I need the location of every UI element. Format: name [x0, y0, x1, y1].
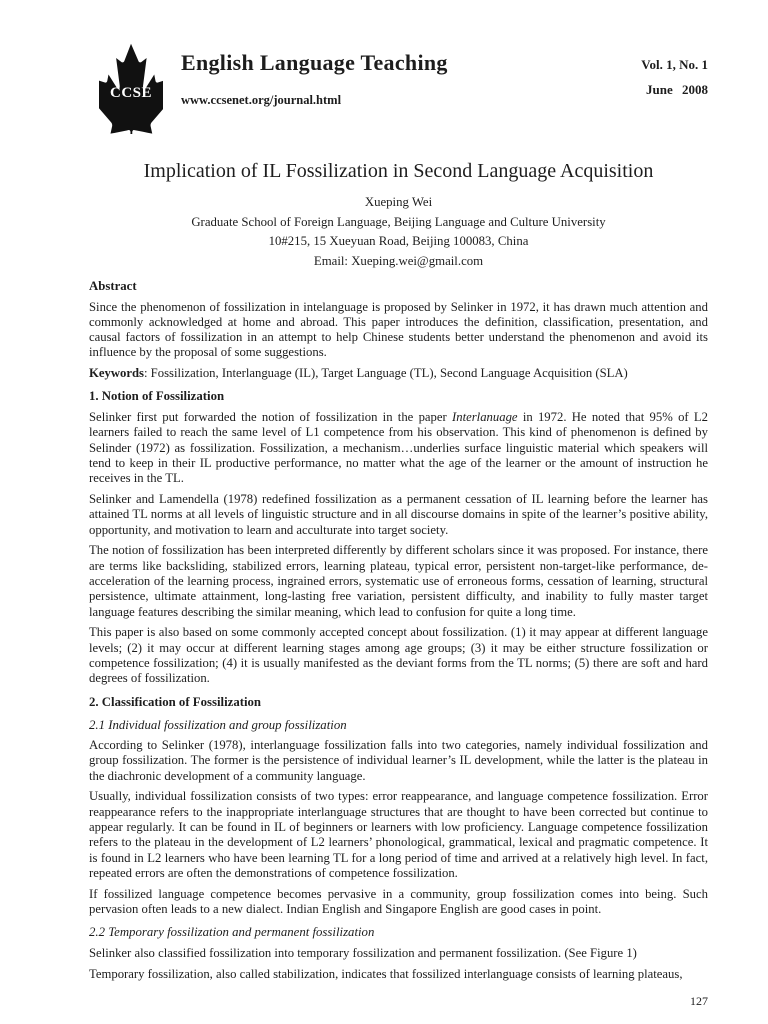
paragraph: Temporary fossilization, also called stabilization, indicates that fossilized interlanguage consists of learning plateaus,	[89, 966, 683, 981]
abstract-section	[89, 278, 708, 381]
section-1-heading: 1. Notion of Fossilization	[89, 389, 225, 404]
paragraph: According to Selinker (1978), interlanguage fossilization falls into two categories, namely individual fossilization and group fossilization. The former is the persistence of individual learner’s IL development, while the latter is the plateau in the diachronic development of a community language.	[89, 738, 708, 783]
author-block	[89, 193, 708, 271]
article-body	[89, 278, 708, 982]
article-title: Implication of IL Fossilization in Second Language Acquisition	[143, 160, 654, 182]
issue-block	[641, 42, 708, 102]
author-affiliation: Graduate School of Foreign Language, Beijing Language and Culture University	[191, 214, 606, 229]
page-number: 127	[690, 993, 708, 1008]
journal-name: English Language Teaching	[181, 50, 448, 75]
paragraph: The notion of fossilization has been interpreted differently by different scholars since it was proposed. For instance, there are terms like backsliding, stabilized errors, learning plateau, typical error, persistent non-target-like performance, de-acceleration of the learning process, ingrained errors, systematic use of erroneous forms, cessation of learning, structural persistence, ultimate attainment, long-lasting free variation, persistent difficulty, and inability to fully master target language features describing the similar meaning, which lead to confusion for quite a long time.	[89, 543, 708, 619]
author-name: Xueping Wei	[364, 195, 433, 209]
journal-title-block	[181, 42, 641, 108]
paragraph-text: in 1972. He noted that 95% of L2 learners failed to reach the same level of L1 competence from his observation. This kind of phenomenon is defined by Selinder (1972) as fossilization. Fossilization, a mechanism…underlies surface linguistic material which speakers will tend to keep in their IL productive performance, no matter what the age of the learner or the amount of instruction he receives in the TL.	[89, 409, 709, 486]
section-2-classification	[89, 694, 708, 982]
paragraph	[89, 410, 708, 486]
paragraph: Usually, individual fossilization consists of two types: error reappearance, and language competence fossilization. Error reappearance refers to the inappropriate interlanguage structures that are thought to have been corrected but continue to appear regularly. It can be found in IL of beginners or learners with low proficiency. Language competence fossilization refers to the plateau in the development of L2 learners’ phonological, grammatical, lexical and pragmatic competence. It is found in L2 learners who have been learning TL for a long period of time and arrived at a relatively high level. In fact, repeated errors are often the demonstrations of competence fossilization.	[89, 789, 708, 880]
author-address: 10#215, 15 Xueyuan Road, Beijing 100083, China	[268, 234, 529, 248]
paragraph: If fossilized language competence becomes pervasive in a community, group fossilization comes into being. Such pervasion often leads to a new dialect. Indian English and Singapore English are good cases in point.	[89, 886, 708, 916]
journal-url: www.ccsenet.org/journal.html	[181, 93, 342, 107]
journal-header	[89, 42, 708, 134]
paragraph: Selinker and Lamendella (1978) redefined fossilization as a permanent cessation of IL learning before the learner has attained TL norms at all levels of linguistic structure and in all discourse domains in spite of the learner’s positive ability, opportunity, and motivation to learn and acculturate into target society.	[89, 491, 708, 537]
ccse-logo-text: CCSE	[109, 85, 153, 102]
journal-date: June 2008	[646, 82, 708, 97]
ccse-logo	[99, 42, 163, 134]
keywords-line	[89, 366, 708, 381]
author-email: Email: Xueping.wei@gmail.com	[313, 253, 484, 268]
keywords-list: : Fossilization, Interlanguage (IL), Target Language (TL), Second Language Acquisition (SLA)	[143, 366, 628, 381]
subsection-2-1-heading: 2.1 Individual fossilization and group fossilization	[89, 717, 347, 732]
abstract-heading: Abstract	[89, 279, 137, 293]
paragraph: Selinker also classified fossilization into temporary fossilization and permanent fossilization. (See Figure 1)	[89, 945, 637, 960]
paragraph: This paper is also based on some commonly accepted concept about fossilization. (1) it may appear at different language levels; (2) it may occur at different learning stages among age groups; (3) it may be either structure fossilization or competence fossilization; (4) it is usually manifested as the deviant forms from the TL norms; (5) there are soft and hard degrees of fossilization.	[89, 625, 708, 686]
keywords-label: Keywords	[89, 366, 144, 381]
section-1-notion	[89, 388, 708, 686]
subsection-2-2-heading: 2.2 Temporary fossilization and permanent fossilization	[89, 925, 375, 940]
section-2-heading: 2. Classification of Fossilization	[89, 694, 262, 709]
italic-term: Interlanuage	[452, 409, 518, 424]
paragraph-text: Selinker first put forwarded the notion of fossilization in the paper	[89, 409, 453, 424]
journal-volume: Vol. 1, No. 1	[641, 57, 708, 72]
abstract-text: Since the phenomenon of fossilization in intelanguage is proposed by Selinker in 1972, it has drawn much attention and commonly acknowledged at home and abroad. This paper introduces the definition, classification, presentation, and causal factors of fossilization in an attempt to help Chinese students better understand the phenomenon and avoid its influence by the proposal of some suggestions.	[89, 299, 708, 360]
